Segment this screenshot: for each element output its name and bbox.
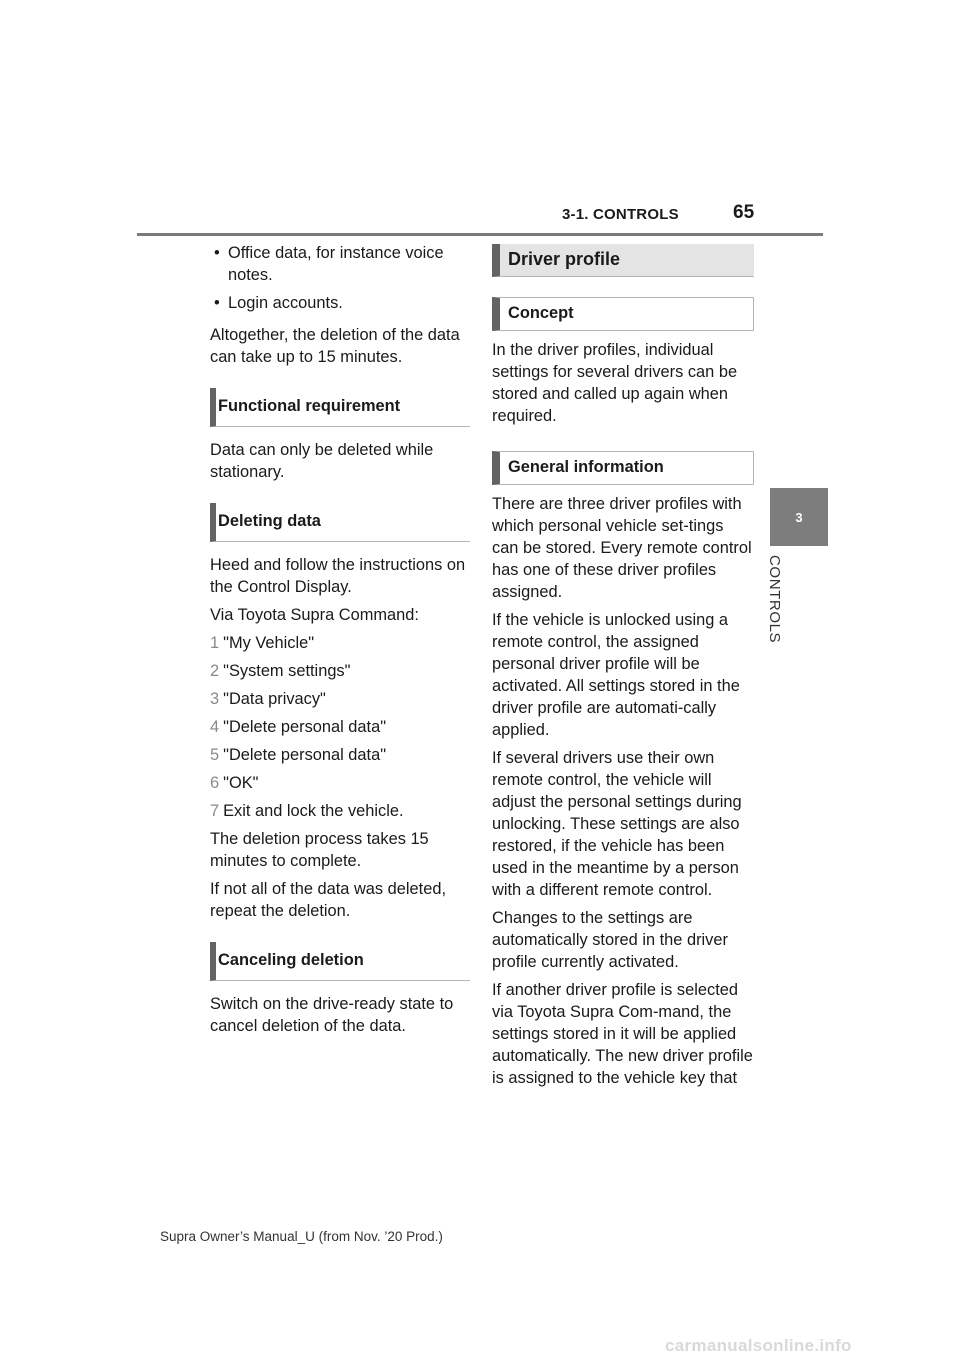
canceling-deletion-heading-text: Canceling deletion bbox=[218, 951, 364, 969]
driver-profile-heading bbox=[492, 244, 754, 277]
step-item bbox=[210, 716, 470, 738]
chapter-label: CONTROLS bbox=[766, 555, 783, 644]
bullet-item bbox=[210, 292, 470, 314]
general-information-paragraph: If another driver profile is selected via Toyota Supra Com-mand, the settings stored in it will be applied automatically. The new driver profile is assigned to the vehicle key that bbox=[492, 981, 753, 1087]
page-footer: Supra Owner’s Manual_U (from Nov. ’20 Prod.) bbox=[160, 1229, 443, 1244]
deleting-data-paragraph: The deletion process takes 15 minutes to complete. bbox=[210, 830, 429, 870]
step-number: 7 bbox=[210, 802, 220, 820]
deleting-data-heading-text: Deleting data bbox=[218, 512, 321, 530]
running-header-section: 3-1. CONTROLS bbox=[562, 206, 679, 223]
step-item bbox=[210, 688, 470, 710]
canceling-deletion-text: Switch on the drive-ready state to cancel deletion of the data. bbox=[210, 995, 454, 1035]
step-text: "OK" bbox=[223, 774, 259, 792]
step-number: 3 bbox=[210, 690, 220, 708]
step-text: Exit and lock the vehicle. bbox=[223, 802, 404, 820]
step-number: 2 bbox=[210, 662, 220, 680]
step-text: "System settings" bbox=[223, 662, 351, 680]
page-number: 65 bbox=[733, 202, 755, 223]
canceling-deletion-heading bbox=[210, 942, 470, 981]
step-text: "Delete personal data" bbox=[223, 746, 387, 764]
watermark: carmanualsonline.info bbox=[665, 1336, 852, 1355]
bullet-marker: • bbox=[214, 244, 220, 262]
functional-requirement-heading bbox=[210, 388, 470, 427]
intro-paragraph: Altogether, the deletion of the data can take up to 15 minutes. bbox=[210, 326, 460, 366]
step-number: 6 bbox=[210, 774, 220, 792]
concept-heading bbox=[492, 297, 754, 331]
left-column bbox=[210, 242, 470, 1043]
concept-heading-text: Concept bbox=[508, 304, 574, 322]
header-rule bbox=[137, 233, 823, 236]
step-text: "Data privacy" bbox=[223, 690, 326, 708]
step-item bbox=[210, 800, 470, 822]
driver-profile-heading-text: Driver profile bbox=[508, 249, 621, 269]
step-text: "Delete personal data" bbox=[223, 718, 387, 736]
step-item bbox=[210, 660, 470, 682]
functional-requirement-text: Data can only be deleted while stationary. bbox=[210, 441, 434, 481]
deleting-data-paragraph: If not all of the data was deleted, repeat the deletion. bbox=[210, 880, 446, 920]
chapter-number: 3 bbox=[795, 509, 803, 525]
general-information-paragraph: There are three driver profiles with which personal vehicle set-tings can be stored. Every remote control has one of these driver profiles assigned. bbox=[492, 495, 752, 601]
step-number: 1 bbox=[210, 634, 220, 652]
step-item bbox=[210, 744, 470, 766]
bullet-marker: • bbox=[214, 294, 220, 312]
general-information-paragraph: If the vehicle is unlocked using a remote control, the assigned personal driver profile will be activated. All settings stored in the driver profile are automati-cally applied. bbox=[492, 611, 740, 739]
step-text: "My Vehicle" bbox=[223, 634, 315, 652]
general-information-paragraph: If several drivers use their own remote control, the vehicle will adjust the personal settings during unlocking. These settings are also restored, if the vehicle has been used in the meantime by a person with a different remote control. bbox=[492, 749, 742, 899]
step-item bbox=[210, 632, 470, 654]
bullet-text: Office data, for instance voice notes. bbox=[228, 244, 444, 284]
deleting-data-paragraph: Heed and follow the instructions on the Control Display. bbox=[210, 556, 466, 596]
deleting-data-heading bbox=[210, 503, 470, 542]
bullet-item bbox=[210, 242, 470, 286]
step-number: 4 bbox=[210, 718, 220, 736]
chapter-tab bbox=[770, 488, 828, 546]
general-information-heading-text: General information bbox=[508, 458, 664, 476]
deleting-data-paragraph: Via Toyota Supra Command: bbox=[210, 606, 419, 624]
general-information-heading bbox=[492, 451, 754, 485]
concept-text: In the driver profiles, individual settings for several drivers can be stored and called up again when required. bbox=[492, 341, 738, 425]
right-column bbox=[492, 244, 754, 1095]
step-number: 5 bbox=[210, 746, 220, 764]
step-item bbox=[210, 772, 470, 794]
general-information-paragraph: Changes to the settings are automatically stored in the driver profile currently activated. bbox=[492, 909, 728, 971]
bullet-text: Login accounts. bbox=[228, 294, 343, 312]
functional-requirement-heading-text: Functional requirement bbox=[218, 397, 401, 415]
